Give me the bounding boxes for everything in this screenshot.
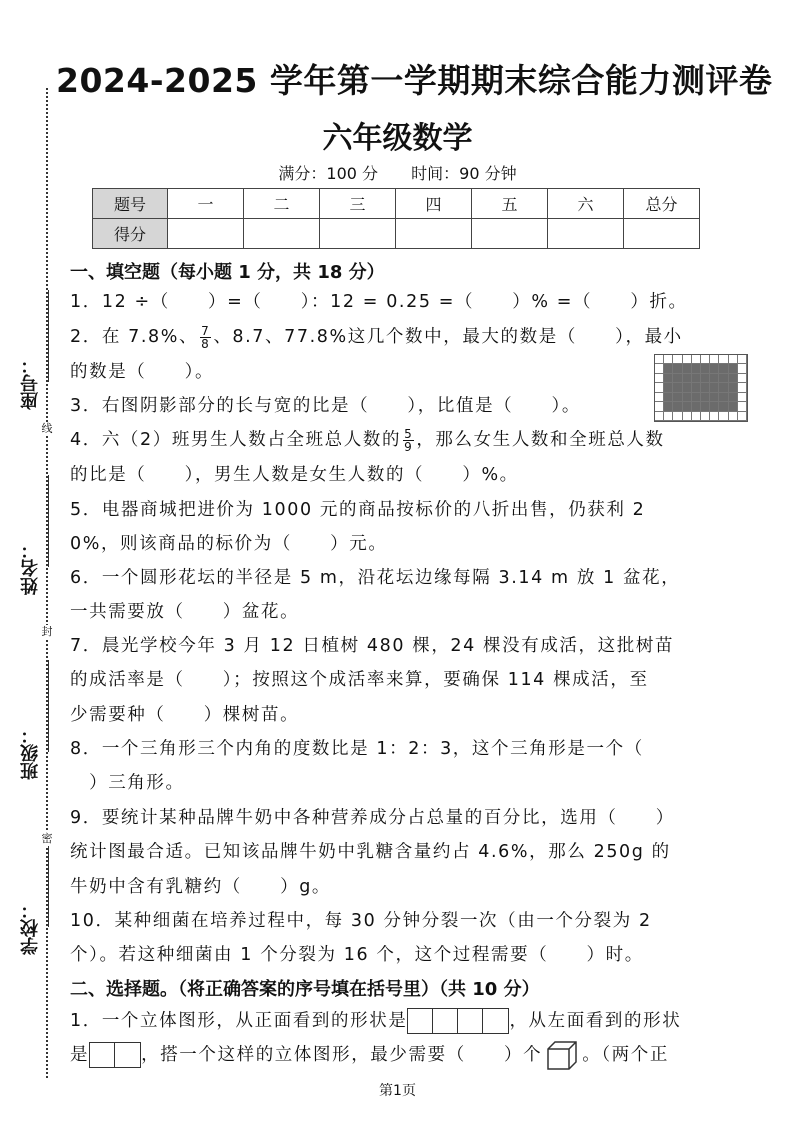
seat-number-label: 座号： — [20, 356, 41, 410]
grid-cell — [655, 374, 664, 383]
section2-heading: 二、选择题。（将正确答案的序号填在括号里）（共 10 分） — [70, 979, 540, 1000]
row-label-score: 得分 — [93, 219, 168, 249]
grid-cell — [701, 355, 710, 364]
front-view-figure — [407, 1008, 509, 1034]
grid-cell — [729, 364, 738, 373]
grid-cell — [655, 383, 664, 392]
column-header: 六 — [548, 189, 624, 219]
q2-1-text-e: 。（两个正 — [582, 1045, 669, 1065]
grid-cell — [692, 374, 701, 383]
q2-1-text-a: 1．一个立体图形，从正面看到的形状是 — [70, 1011, 408, 1031]
question-1-9-line1: 9．要统计某种品牌牛奶中各种营养成分占总量的百分比，选用（ ） — [70, 808, 675, 828]
grid-cell — [738, 393, 747, 402]
grid-cell — [710, 355, 719, 364]
class-field[interactable] — [14, 660, 54, 780]
grid-cell — [710, 393, 719, 402]
left-view-figure — [89, 1042, 141, 1068]
grid-cell — [738, 402, 747, 411]
question-2-1-line2 — [70, 1038, 750, 1073]
seal-mark-line: 线 — [39, 422, 55, 436]
grid-cell — [738, 355, 747, 364]
grid-cell — [683, 355, 692, 364]
seat-number-field[interactable] — [14, 290, 54, 410]
grid-cell — [701, 383, 710, 392]
grid-cell — [683, 402, 692, 411]
page-number: 第1页 — [379, 1083, 416, 1099]
column-header: 二 — [244, 189, 320, 219]
score-cell[interactable] — [472, 219, 548, 249]
column-header: 一 — [168, 189, 244, 219]
grid-cell — [673, 402, 682, 411]
q2-text-a: 2．在 7.8%、 — [70, 327, 199, 347]
school-line — [48, 835, 49, 927]
grid-cell — [692, 393, 701, 402]
class-label: 班级： — [20, 726, 41, 780]
grid-cell — [729, 383, 738, 392]
grid-cell — [701, 412, 710, 421]
grid-cell — [673, 355, 682, 364]
grid-cell — [701, 402, 710, 411]
name-field[interactable] — [14, 475, 54, 595]
fraction-numerator: 7 — [201, 323, 211, 338]
grid-cell — [664, 355, 673, 364]
grid-cell — [719, 383, 728, 392]
grid-cell — [692, 383, 701, 392]
grid-cell — [710, 374, 719, 383]
grid-cell — [719, 402, 728, 411]
grid-cell — [729, 355, 738, 364]
question-1-5-line2: 0%，则该商品的标价为（ ）元。 — [70, 534, 388, 554]
grid-cell — [664, 383, 673, 392]
grid-cell — [701, 374, 710, 383]
question-1-8-line2: ）三角形。 — [70, 773, 185, 793]
fraction-seven-eighths — [200, 325, 211, 350]
grid-cell — [683, 374, 692, 383]
grid-cell — [673, 393, 682, 402]
question-2-1-line1 — [70, 1004, 750, 1039]
grid-cell — [710, 383, 719, 392]
question-1-3: 3．右图阴影部分的长与宽的比是（ ），比值是（ ）。 — [70, 396, 581, 416]
grid-cell — [664, 374, 673, 383]
grid-cell — [664, 393, 673, 402]
column-header: 五 — [472, 189, 548, 219]
grid-cell — [683, 364, 692, 373]
section1-heading: 一、填空题（每小题 1 分，共 18 分） — [70, 262, 385, 283]
question-1-5-line1: 5．电器商城把进价为 1000 元的商品按标价的八折出售，仍获利 2 — [70, 500, 646, 520]
grid-cell — [692, 402, 701, 411]
exam-title: 2024-2025 学年第一学期期末综合能力测评卷 — [56, 61, 773, 100]
question-1-6-line2: 一共需要放（ ）盆花。 — [70, 602, 300, 622]
question-1-7-line2: 的成活率是（ ）；按照这个成活率来算，要确保 114 棵成活，至 — [70, 670, 649, 690]
seal-mark-secret: 密 — [39, 832, 55, 846]
grid-cell — [655, 364, 664, 373]
name-label: 姓名： — [20, 541, 41, 595]
grid-cell — [719, 374, 728, 383]
seal-mark-seal: 封 — [39, 625, 55, 639]
shaded-rectangle-figure — [654, 354, 748, 422]
q4-text-b: ，那么女生人数和全班总人数 — [416, 430, 665, 450]
grid-cell — [710, 402, 719, 411]
seat-number-line — [48, 290, 49, 382]
score-cell[interactable] — [168, 219, 244, 249]
question-1-4-line2: 的比是（ ），男生人数是女生人数的（ ）%。 — [70, 465, 519, 485]
question-1-7-line3: 少需要种（ ）棵树苗。 — [70, 705, 300, 725]
grid-cell — [719, 355, 728, 364]
grid-cell — [701, 364, 710, 373]
grid-cell — [683, 393, 692, 402]
score-table-score-row — [93, 219, 700, 249]
grid-cell — [673, 364, 682, 373]
score-table — [92, 188, 700, 249]
fraction-numerator: 5 — [404, 426, 414, 441]
grid-cell — [664, 364, 673, 373]
grid-cell — [729, 374, 738, 383]
grid-cell — [692, 364, 701, 373]
full-score: 满分：100 分 — [278, 164, 379, 183]
row-label-question-number: 题号 — [93, 189, 168, 219]
grid-cell — [655, 393, 664, 402]
question-1-10-line1: 10．某种细菌在培养过程中，每 30 分钟分裂一次（由一个分裂为 2 — [70, 911, 652, 931]
fraction-denominator: 9 — [404, 439, 414, 454]
score-cell[interactable] — [320, 219, 396, 249]
grid-cell — [738, 383, 747, 392]
exam-meta — [0, 161, 795, 184]
grid-cell — [673, 412, 682, 421]
grid-cell — [729, 412, 738, 421]
grid-cell — [673, 374, 682, 383]
q2-1-text-b: ，从左面看到的形状 — [509, 1011, 682, 1031]
question-1-10-line2: 个）。若这种细菌由 1 个分裂为 16 个，这个过程需要（ ）时。 — [70, 945, 644, 965]
score-cell[interactable] — [244, 219, 320, 249]
question-1-9-line2: 统计图最合适。已知该品牌牛奶中乳糖含量约占 4.6%，那么 250g 的 — [70, 842, 671, 862]
grid-cell — [719, 393, 728, 402]
grid-cell — [738, 374, 747, 383]
grid-cell — [701, 393, 710, 402]
grid-cell — [655, 355, 664, 364]
grid-cell — [738, 364, 747, 373]
column-header: 三 — [320, 189, 396, 219]
grid-cell — [655, 412, 664, 421]
column-header: 四 — [396, 189, 472, 219]
question-1-4-line1 — [70, 423, 750, 458]
name-line — [48, 475, 49, 567]
grid-cell — [710, 364, 719, 373]
grid-cell — [692, 355, 701, 364]
grid-cell — [683, 383, 692, 392]
grid-cell — [683, 412, 692, 421]
grid-cell — [729, 402, 738, 411]
question-1-6-line1: 6．一个圆形花坛的半径是 5 m，沿花坛边缘每隔 3.14 m 放 1 盆花， — [70, 568, 681, 588]
column-header: 总分 — [624, 189, 700, 219]
score-cell[interactable] — [548, 219, 624, 249]
q2-1-text-d: ，搭一个这样的立体图形，最少需要（ ）个 — [141, 1045, 543, 1065]
grid-cell — [664, 402, 673, 411]
grid-cell — [719, 412, 728, 421]
score-table-header-row — [93, 189, 700, 219]
q2-text-b: 、8.7、77.8%这几个数中，最大的数是（ ），最小 — [213, 327, 683, 347]
grid-cell — [738, 412, 747, 421]
exam-time: 时间：90 分钟 — [411, 164, 517, 183]
question-1-2-line1 — [70, 320, 750, 355]
grid-cell — [673, 383, 682, 392]
question-1-8-line1: 8．一个三角形三个内角的度数比是 1：2：3，这个三角形是一个（ — [70, 739, 644, 759]
score-cell[interactable] — [396, 219, 472, 249]
grid-cell — [655, 402, 664, 411]
question-1-2-line2: 的数是（ ）。 — [70, 362, 215, 382]
school-label: 学校： — [20, 901, 41, 955]
grid-cell — [692, 412, 701, 421]
class-line — [48, 660, 49, 752]
q2-1-text-c: 是 — [70, 1045, 90, 1065]
q4-text-a: 4．六（2）班男生人数占全班总人数的 — [70, 430, 402, 450]
fraction-denominator: 8 — [201, 336, 211, 351]
question-1-7-line1: 7．晨光学校今年 3 月 12 日植树 480 棵，24 棵没有成活，这批树苗 — [70, 636, 675, 656]
grid-cell — [719, 364, 728, 373]
cube-icon — [546, 1040, 578, 1070]
grid-cell — [710, 412, 719, 421]
grid-cell — [729, 393, 738, 402]
question-1-1: 1．12 ÷（ ）=（ ）：12 = 0.25 =（ ）% =（ ）折。 — [70, 292, 688, 312]
grid-cell — [664, 412, 673, 421]
exam-subtitle: 六年级数学 — [322, 121, 473, 156]
fraction-five-ninths — [403, 428, 414, 453]
score-cell[interactable] — [624, 219, 700, 249]
school-field[interactable] — [14, 835, 54, 955]
question-1-9-line3: 牛奶中含有乳糖约（ ）g。 — [70, 877, 332, 897]
